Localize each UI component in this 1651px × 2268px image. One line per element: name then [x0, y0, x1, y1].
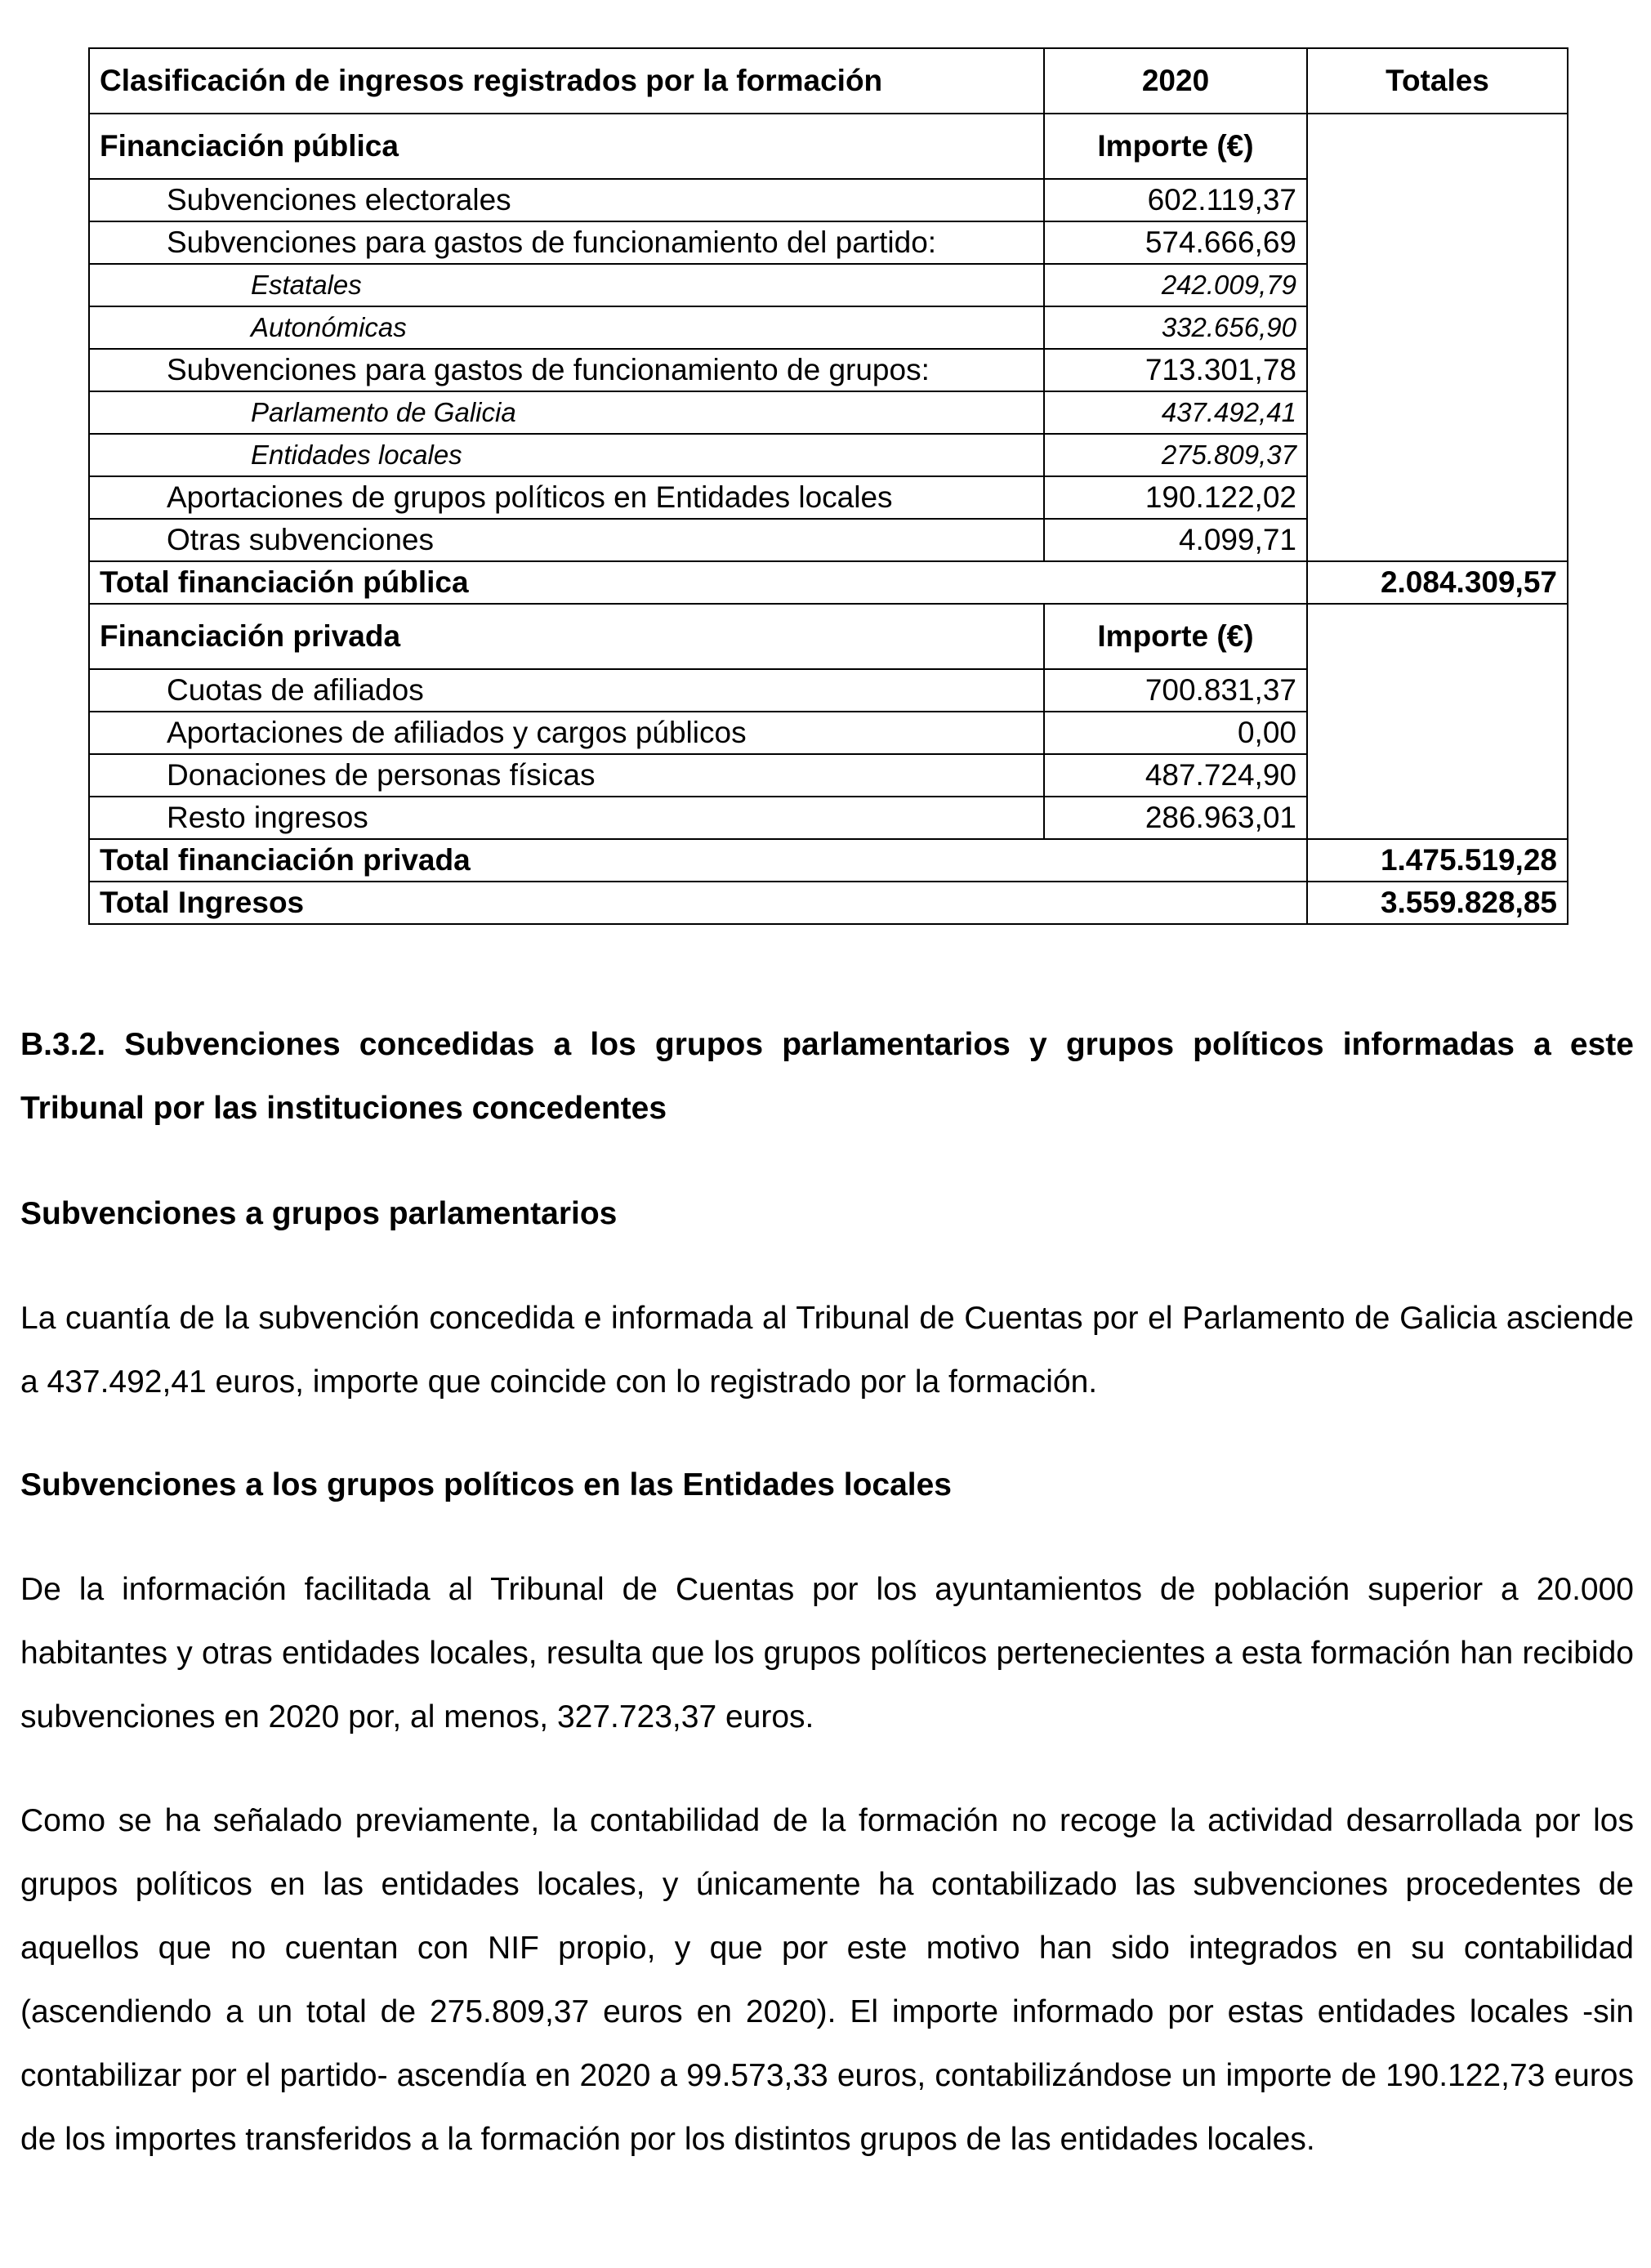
row-amount: 0,00: [1044, 712, 1307, 754]
public-section-header: [89, 114, 1568, 179]
row-label: Parlamento de Galicia: [89, 391, 1044, 434]
header-classification: Clasificación de ingresos registrados por la formación: [89, 48, 1044, 114]
header-totals: Totales: [1307, 48, 1568, 114]
total-value: 1.475.519,28: [1307, 839, 1568, 882]
row-amount: 713.301,78: [1044, 349, 1307, 391]
subheading-local-groups: Subvenciones a los grupos políticos en las Entidades locales: [20, 1467, 952, 1502]
row-label: Resto ingresos: [89, 797, 1044, 839]
paragraph-local-groups-2: Como se ha señalado previamente, la contabilidad de la formación no recoge la actividad desarrollada por los grupos políticos en las entidades locales, y únicamente ha contabilizado las subvenciones procedentes de aquellos que no cuentan con NIF propio, y que por este motivo han sido integrados en su contabilidad (ascendiendo a un total de 275.809,37 euros en 2020). El importe informado por estas entidades locales -sin contabilizar por el partido- ascendía en 2020 a 99.573,33 euros, contabilizándose un importe de 190.122,73 euros de los importes transferidos a la formación por los distintos grupos de las entidades locales.: [20, 1803, 1634, 2157]
row-amount: 487.724,90: [1044, 754, 1307, 797]
totals-blank-cell: [1307, 114, 1568, 561]
section-heading: B.3.2. Subvenciones concedidas a los grupos parlamentarios y grupos políticos informadas a este Tribunal por las instituciones concedentes: [20, 1027, 1634, 1126]
total-value: 2.084.309,57: [1307, 561, 1568, 604]
income-classification-table: [88, 47, 1568, 925]
row-label: Entidades locales: [89, 434, 1044, 476]
public-section-title: Financiación pública: [89, 114, 1044, 179]
table-header-row: [89, 48, 1568, 114]
row-label: Otras subvenciones: [89, 519, 1044, 561]
row-label: Subvenciones para gastos de funcionamiento de grupos:: [89, 349, 1044, 391]
row-amount: 242.009,79: [1044, 264, 1307, 306]
total-label: Total financiación privada: [89, 839, 1307, 882]
row-amount: 190.122,02: [1044, 476, 1307, 519]
row-amount: 602.119,37: [1044, 179, 1307, 221]
row-amount: 437.492,41: [1044, 391, 1307, 434]
private-section-header: [89, 604, 1568, 669]
row-label: Cuotas de afiliados: [89, 669, 1044, 712]
amount-column-label: Importe (€): [1044, 114, 1307, 179]
row-label: Subvenciones para gastos de funcionamiento del partido:: [89, 221, 1044, 264]
private-total-row: [89, 839, 1568, 882]
subheading-parliamentary-groups: Subvenciones a grupos parlamentarios: [20, 1196, 618, 1231]
row-label: Donaciones de personas físicas: [89, 754, 1044, 797]
row-label: Estatales: [89, 264, 1044, 306]
totals-blank-cell: [1307, 604, 1568, 839]
row-label: Subvenciones electorales: [89, 179, 1044, 221]
row-amount: 4.099,71: [1044, 519, 1307, 561]
row-amount: 700.831,37: [1044, 669, 1307, 712]
row-label: Autonómicas: [89, 306, 1044, 349]
public-total-row: [89, 561, 1568, 604]
paragraph-parliamentary-groups: La cuantía de la subvención concedida e informada al Tribunal de Cuentas por el Parlamento de Galicia asciende a 437.492,41 euros, importe que coincide con lo registrado por la formación.: [20, 1301, 1634, 1400]
header-year: 2020: [1044, 48, 1307, 114]
row-label: Aportaciones de grupos políticos en Entidades locales: [89, 476, 1044, 519]
total-label: Total financiación pública: [89, 561, 1307, 604]
grand-total-value: 3.559.828,85: [1307, 882, 1568, 924]
amount-column-label: Importe (€): [1044, 604, 1307, 669]
grand-total-row: [89, 882, 1568, 924]
row-label: Aportaciones de afiliados y cargos públicos: [89, 712, 1044, 754]
grand-total-label: Total Ingresos: [89, 882, 1307, 924]
paragraph-local-groups-1: De la información facilitada al Tribunal de Cuentas por los ayuntamientos de población superior a 20.000 habitantes y otras entidades locales, resulta que los grupos políticos pertenecientes a esta formación han recibido subvenciones en 2020 por, al menos, 327.723,37 euros.: [20, 1572, 1634, 1734]
private-section-title: Financiación privada: [89, 604, 1044, 669]
row-amount: 286.963,01: [1044, 797, 1307, 839]
row-amount: 574.666,69: [1044, 221, 1307, 264]
row-amount: 275.809,37: [1044, 434, 1307, 476]
row-amount: 332.656,90: [1044, 306, 1307, 349]
